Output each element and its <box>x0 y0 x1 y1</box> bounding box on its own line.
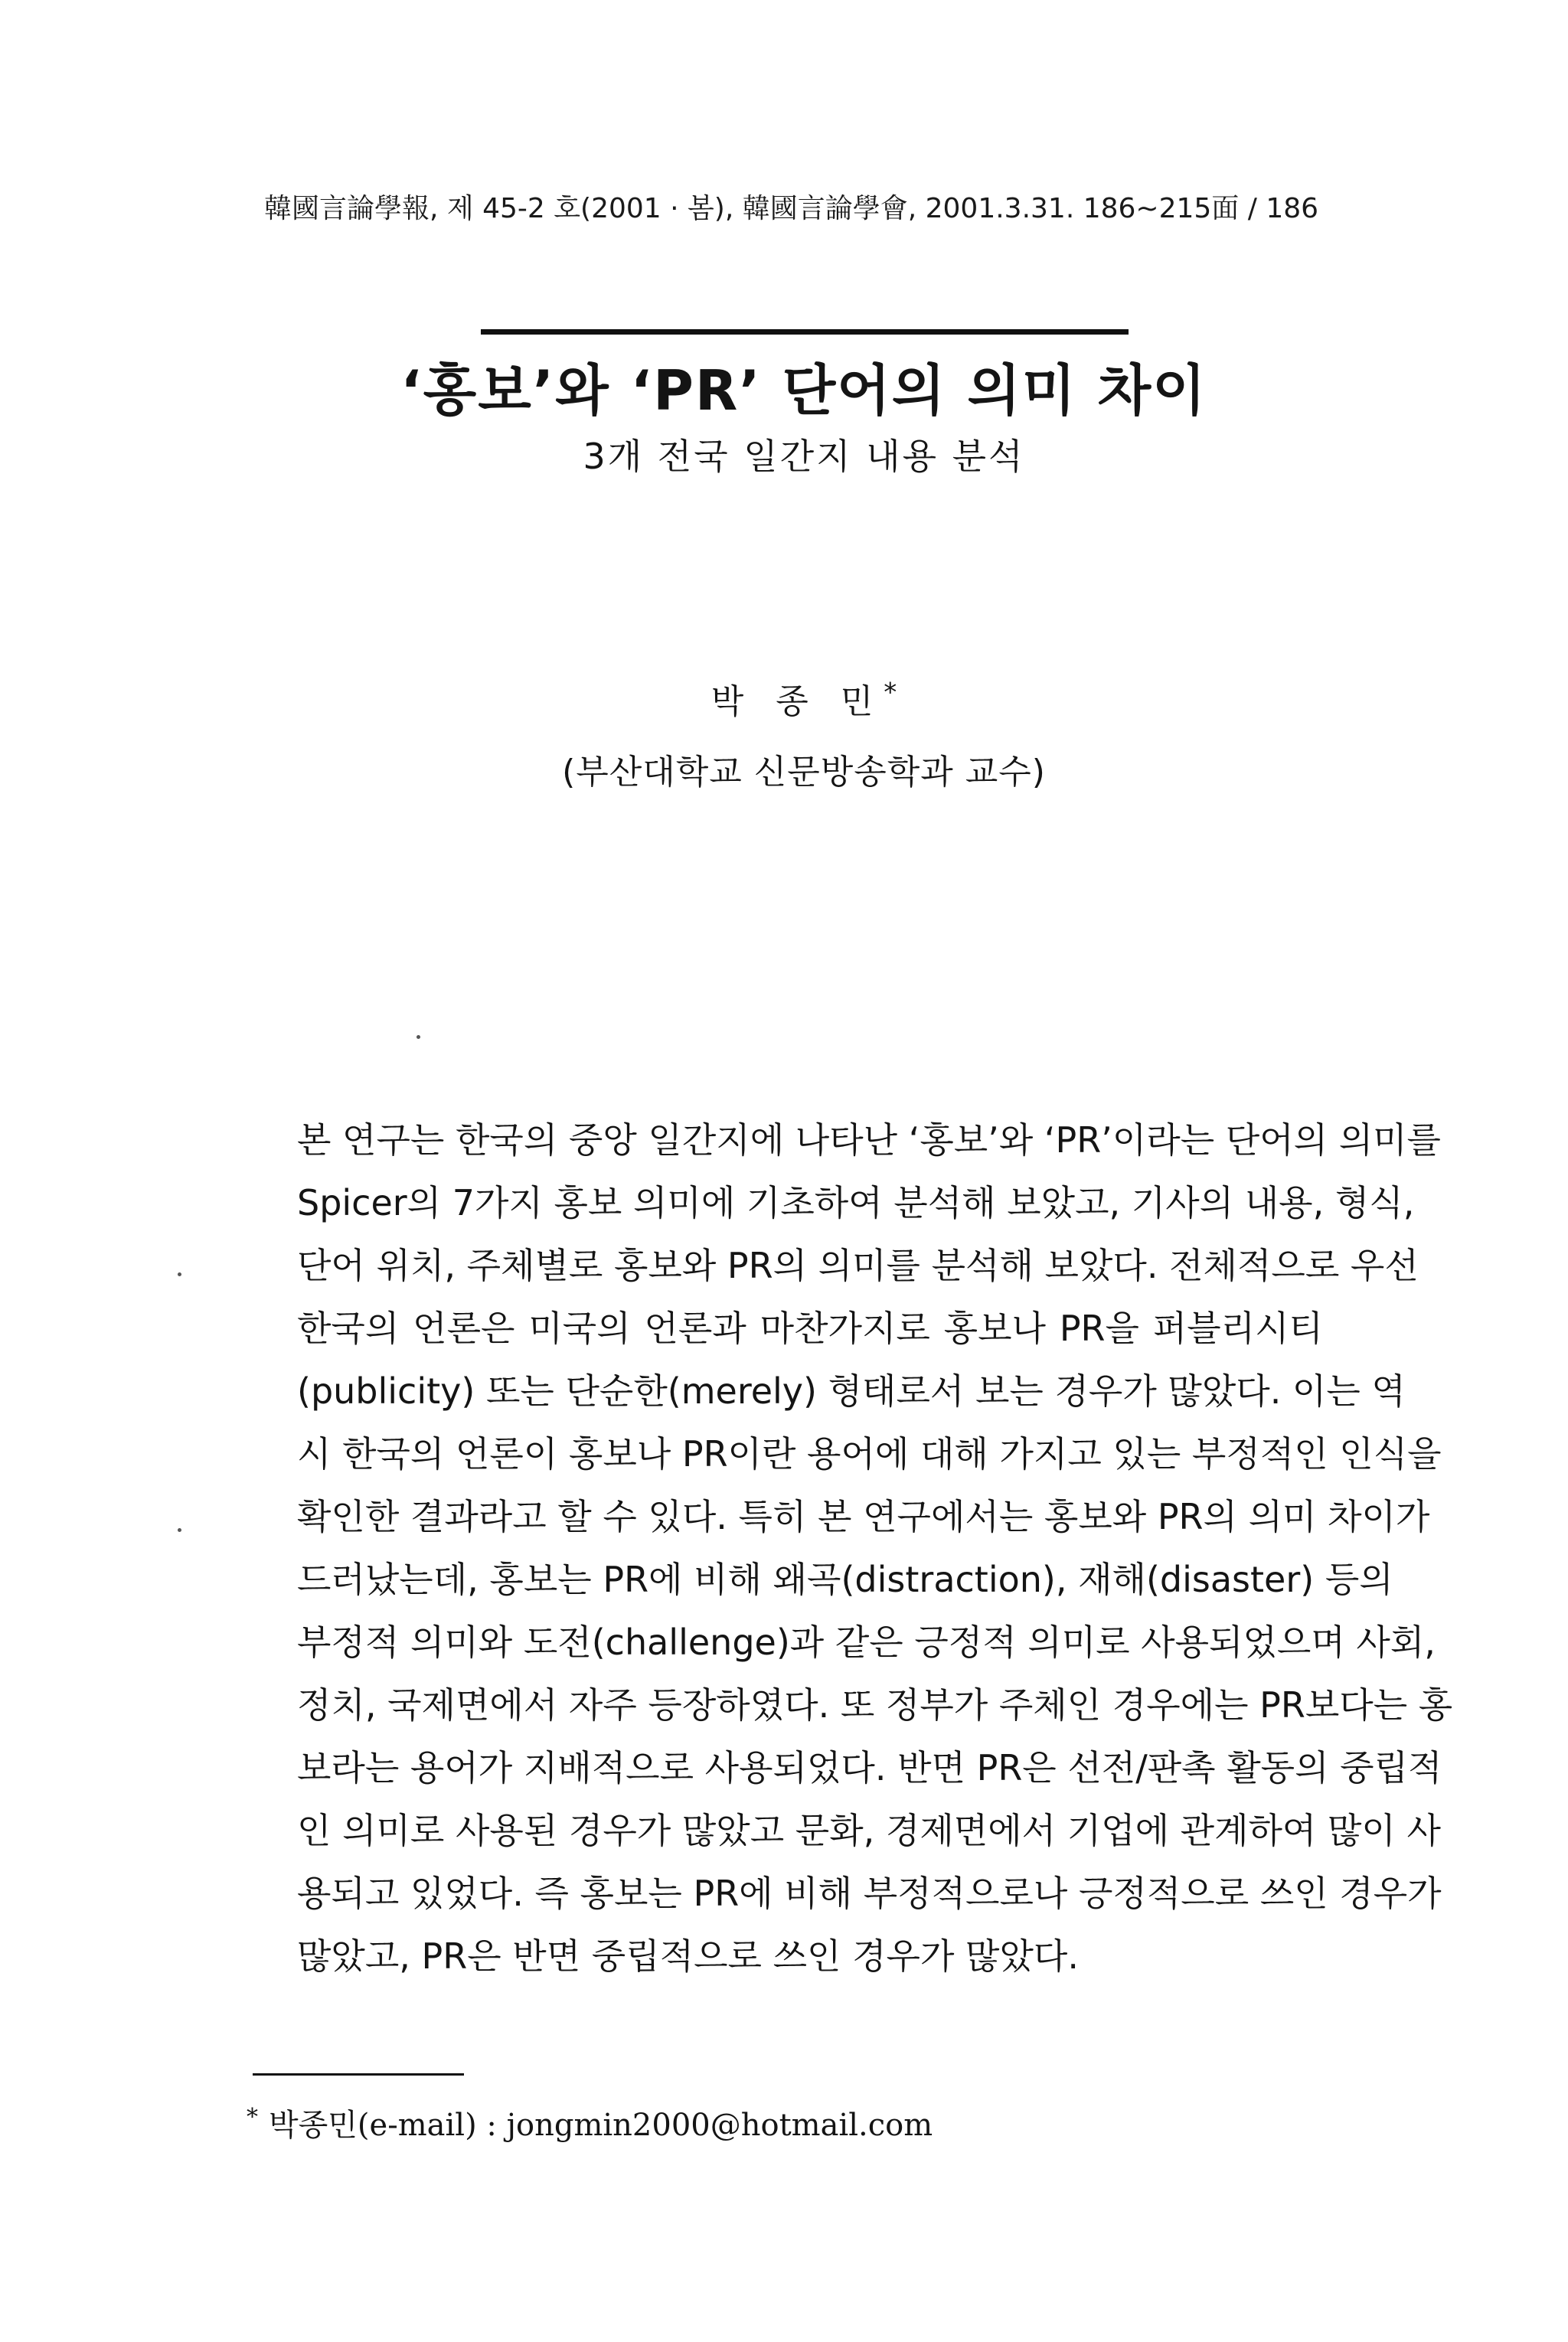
abstract-line: 부정적 의미와 도전(challenge)과 같은 긍정적 의미로 사용되었으며 사회, <box>297 1622 1436 1663</box>
abstract-line: 많았고, PR은 반면 중립적으로 쓰인 경우가 많았다. <box>297 1935 1079 1977</box>
abstract-line: (publicity) 또는 단순한(merely) 형태로서 보는 경우가 많았다. 이는 역 <box>297 1370 1406 1412</box>
scan-speck <box>178 1272 181 1276</box>
scan-speck <box>178 1528 181 1532</box>
abstract-line: 드러났는데, 홍보는 PR에 비해 왜곡(distraction), 재해(disaster) 등의 <box>297 1559 1393 1600</box>
footnote-text: 박종민(e-mail) : jongmin2000@hotmail.com <box>269 2108 933 2143</box>
paper-title: ‘홍보’와 ‘PR’ 단어의 의미 차이 <box>400 358 1207 423</box>
author-footnote-mark: * <box>884 677 897 708</box>
author-name: 박 종 민 <box>710 682 884 721</box>
abstract-line: 단어 위치, 주체별로 홍보와 PR의 의미를 분석해 보았다. 전체적으로 우선 <box>297 1245 1419 1286</box>
author-affiliation: (부산대학교 신문방송학과 교수) <box>562 753 1046 792</box>
abstract-line: 용되고 있었다. 즉 홍보는 PR에 비해 부정적으로나 긍정적으로 쓰인 경우가 <box>297 1873 1442 1914</box>
abstract-line: 시 한국의 언론이 홍보나 PR이란 용어에 대해 가지고 있는 부정적인 인식을 <box>297 1433 1442 1475</box>
journal-citation-header: 韓國言論學報, 제 45-2 호(2001 · 봄), 韓國言論學會, 2001.3.31. 186~215面 / 186 <box>264 193 1319 224</box>
scan-speck <box>416 1035 420 1039</box>
abstract-line: 확인한 결과라고 할 수 있다. 특히 본 연구에서는 홍보와 PR의 의미 차이가 <box>297 1496 1430 1537</box>
abstract-line: 보라는 용어가 지배적으로 사용되었다. 반면 PR은 선전/판촉 활동의 중립적 <box>297 1747 1442 1788</box>
abstract <box>297 1109 1453 1988</box>
abstract-line: 본 연구는 한국의 중앙 일간지에 나타난 ‘홍보’와 ‘PR’이라는 단어의 의미를 <box>297 1119 1441 1161</box>
footnote <box>247 2101 1165 2144</box>
title-rule <box>481 329 1129 335</box>
paper-subtitle: 3개 전국 일간지 내용 분석 <box>583 436 1025 477</box>
footnote-rule <box>253 2073 464 2076</box>
abstract-line: 정치, 국제면에서 자주 등장하였다. 또 정부가 주체인 경우에는 PR보다는 홍 <box>297 1684 1453 1726</box>
abstract-line: 한국의 언론은 미국의 언론과 마찬가지로 홍보나 PR을 퍼블리시티 <box>297 1308 1323 1349</box>
abstract-line: Spicer의 7가지 홍보 의미에 기초하여 분석해 보았고, 기사의 내용, 형식, <box>297 1182 1415 1223</box>
author-line <box>306 674 1302 723</box>
abstract-line: 인 의미로 사용된 경우가 많았고 문화, 경제면에서 기업에 관계하여 많이 사 <box>297 1810 1441 1851</box>
footnote-mark: * <box>247 2103 258 2131</box>
